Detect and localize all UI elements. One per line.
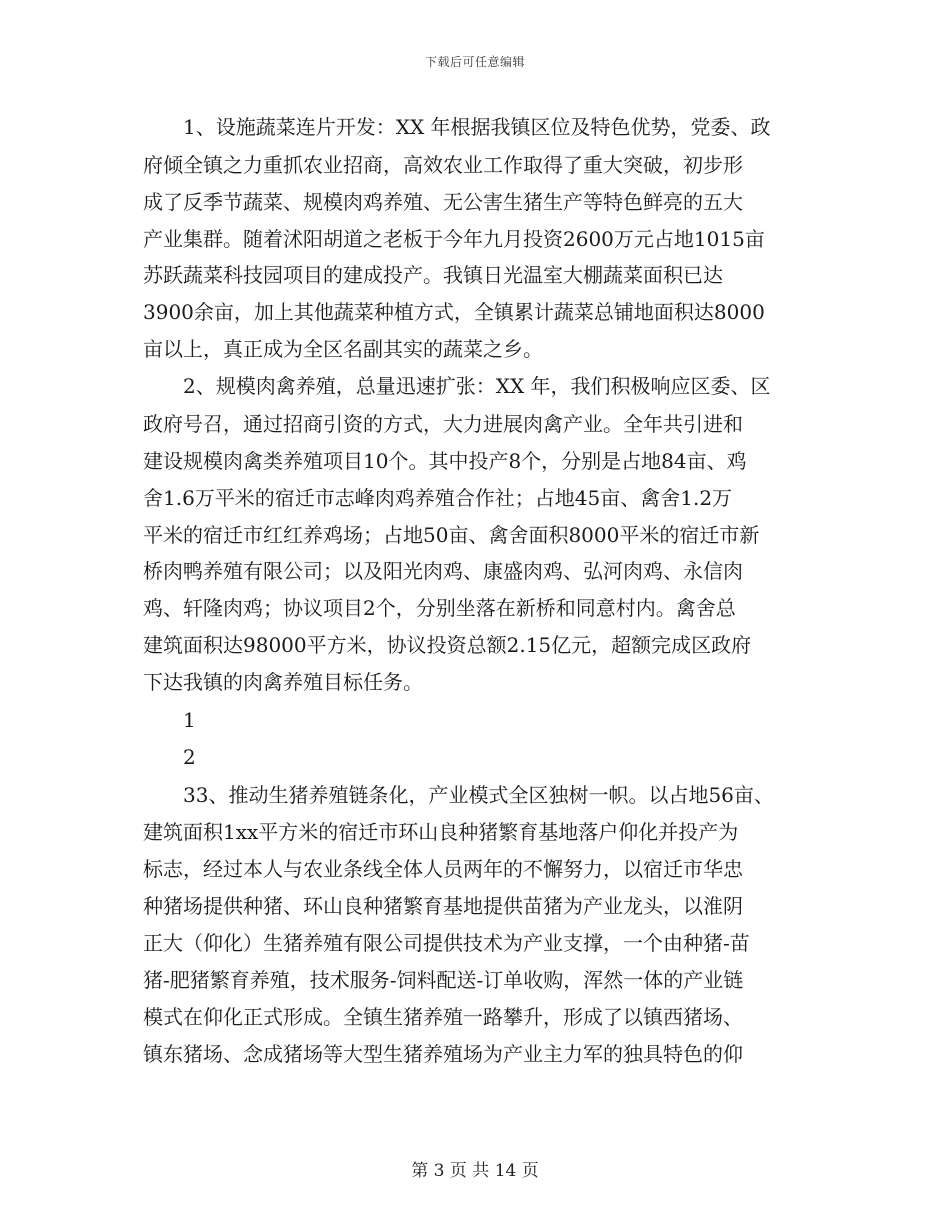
page-footer: 第 3 页 共 14 页	[411, 1161, 539, 1181]
body-line: 成了反季节蔬菜、规模肉鸡养殖、无公害生猪生产等特色鲜亮的五大	[143, 190, 743, 214]
body-line: 标志，经过本人与农业条线全体人员两年的不懈努力，以宿迁市华忠	[143, 857, 743, 881]
body-line: 猪-肥猪繁育养殖，技术服务-饲料配送-订单收购，浑然一体的产业链	[143, 968, 744, 992]
body-line: 建设规模肉禽类养殖项目10个。其中投产8个，分别是占地84亩、鸡	[143, 449, 747, 473]
body-line: 平米的宿迁市红红养鸡场；占地50亩、禽舍面积8000平米的宿迁市新	[143, 523, 760, 547]
body-line: 建筑面积达98000平方米，协议投资总额2.15亿元，超额完成区政府	[143, 633, 752, 657]
body-line: 正大（仰化）生猪养殖有限公司提供技术为产业支撑，一个由种猪-苗	[143, 931, 750, 955]
body-line: 产业集群。随着沭阳胡道之老板于今年九月投资2600万元占地1015亩	[143, 227, 765, 251]
body-line: 桥肉鸭养殖有限公司；以及阳光肉鸡、康盛肉鸡、弘河肉鸡、永信肉	[143, 559, 743, 583]
body-line: 府倾全镇之力重抓农业招商，高效农业工作取得了重大突破，初步形	[143, 153, 743, 177]
body-line: 33、推动生猪养殖链条化，产业模式全区独树一帜。以占地56亩、	[143, 783, 774, 807]
body-line: 舍1.6万平米的宿迁市志峰肉鸡养殖合作社；占地45亩、禽舍1.2万	[143, 486, 733, 510]
body-line: 种猪场提供种猪、环山良种猪繁育基地提供苗猪为产业龙头，以淮阴	[143, 894, 743, 918]
body-line: 2、规模肉禽养殖，总量迅速扩张：XX 年，我们积极响应区委、区	[143, 374, 771, 398]
body-line: 鸡、轩隆肉鸡；协议项目2个，分别坐落在新桥和同意村内。禽舍总	[143, 596, 736, 620]
body-line: 3900余亩，加上其他蔬菜种植方式，全镇累计蔬菜总铺地面积达8000	[143, 300, 765, 324]
body-line: 模式在仰化正式形成。全镇生猪养殖一路攀升，形成了以镇西猪场、	[143, 1005, 743, 1029]
body-line: 苏跃蔬菜科技园项目的建成投产。我镇日光温室大棚蔬菜面积已达	[143, 263, 723, 287]
body-line: 下达我镇的肉禽养殖目标任务。	[143, 670, 423, 694]
body-line: 2	[143, 745, 196, 769]
body-line: 1	[143, 708, 196, 732]
page-header: 下载后可任意编辑	[424, 55, 525, 69]
body-line: 1、设施蔬菜连片开发：XX 年根据我镇区位及特色优势，党委、政	[143, 115, 771, 139]
body-line: 镇东猪场、念成猪场等大型生猪养殖场为产业主力军的独具特色的仰	[143, 1042, 743, 1066]
body-line: 政府号召，通过招商引资的方式，大力进展肉禽产业。全年共引进和	[143, 412, 743, 436]
body-line: 建筑面积1xx平方米的宿迁市环山良种猪繁育基地落户仰化并投产为	[143, 820, 739, 844]
body-line: 亩以上，真正成为全区名副其实的蔬菜之乡。	[143, 337, 543, 361]
